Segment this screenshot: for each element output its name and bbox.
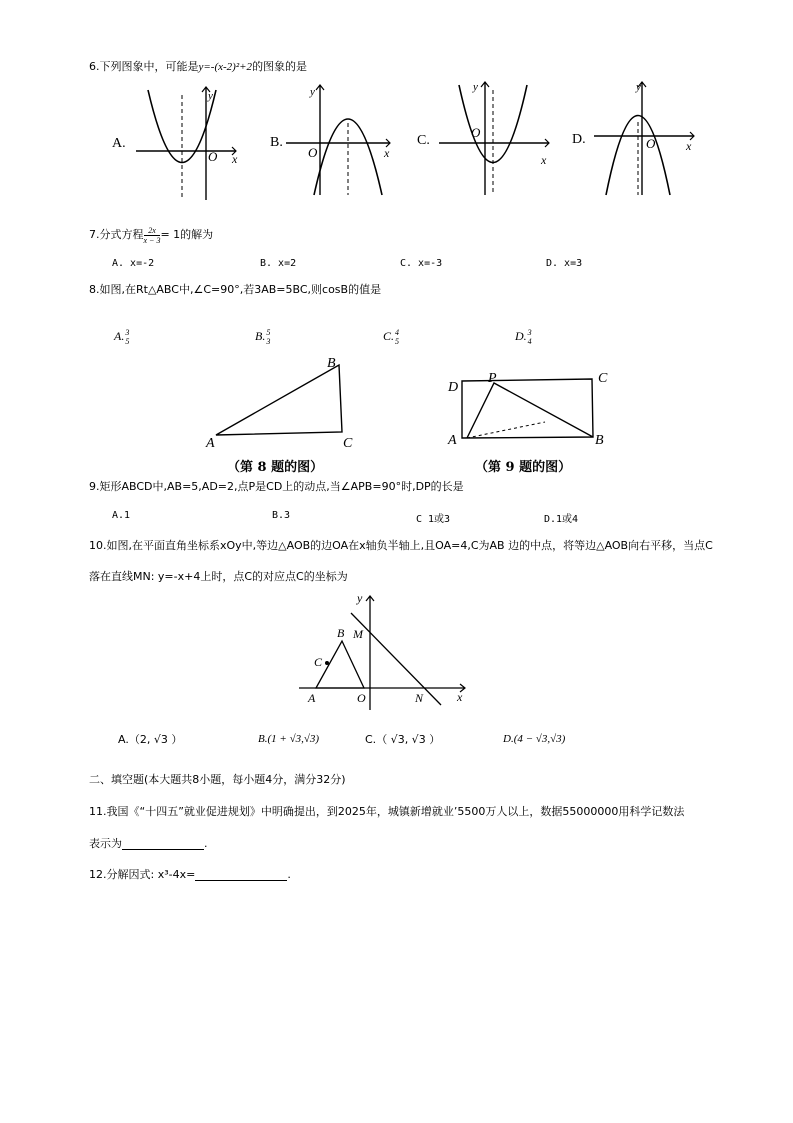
q8-caption: （第 8 题的图） <box>227 460 324 475</box>
q9-option-d: D.1或4 <box>544 514 579 525</box>
svg-text:N: N <box>415 691 424 705</box>
q10-stem-line2: 落在直线MN: y=-x+4上时，点C的对应点C的坐标为 <box>89 570 348 583</box>
svg-text:O: O <box>308 145 318 160</box>
svg-text:B: B <box>327 356 336 371</box>
svg-text:B.: B. <box>270 135 283 150</box>
svg-text:C.: C. <box>417 133 430 148</box>
q9-option-b: B.3 <box>272 510 291 521</box>
svg-text:C: C <box>343 436 353 451</box>
svg-text:A: A <box>308 691 316 705</box>
svg-text:P: P <box>488 371 497 386</box>
q11-line2: 表示为 . <box>89 837 208 850</box>
q9-caption: （第 9 题的图） <box>475 460 572 475</box>
q9-option-a: A.1 <box>112 510 131 521</box>
q6-option-a-label: A. <box>112 136 126 151</box>
q10-stem-line1: 10.如图,在平面直角坐标系xOy中,等边△AOB的边OA在x轴负半轴上,且OA=4,C为AB 边的中点，将等边△AOB向右平移，当点C <box>89 539 713 552</box>
q8-option-d: D. 3 4 <box>515 328 532 347</box>
q12-answer-blank <box>195 868 287 881</box>
svg-text:O: O <box>646 136 656 151</box>
svg-text:x: x <box>384 146 390 160</box>
svg-text:D: D <box>448 380 459 395</box>
q8-option-b: B. 5 3 <box>255 328 271 347</box>
q8-option-a: A. 3 5 <box>114 328 130 347</box>
svg-text:B: B <box>337 626 345 640</box>
q12-stem: 12.分解因式: x³-4x= . <box>89 868 291 881</box>
svg-text:x: x <box>541 153 547 167</box>
q7-option-d: D. x=3 <box>546 258 583 269</box>
q8-stem: 8.如图,在Rt△ABC中,∠C=90°,若3AB=5BC,则cosB的值是 <box>89 283 382 296</box>
svg-text:O: O <box>471 125 481 140</box>
q8-option-c: C. 4 5 <box>383 328 400 347</box>
svg-text:A: A <box>206 436 215 451</box>
svg-text:x: x <box>457 690 463 704</box>
svg-text:x: x <box>232 152 238 166</box>
q6-graph-a <box>108 85 238 205</box>
q9-option-c: C 1或3 <box>416 514 451 525</box>
q10-option-b: B.(1 + √3,√3) <box>258 733 320 745</box>
q6-graph-d <box>570 80 700 200</box>
q7-option-c: C. x=-3 <box>400 258 443 269</box>
svg-text:M: M <box>353 627 363 641</box>
svg-text:y: y <box>208 90 213 102</box>
svg-text:y: y <box>310 86 315 98</box>
svg-text:C: C <box>314 655 323 669</box>
q11-answer-blank <box>122 837 204 850</box>
q6-graph-b <box>268 83 398 203</box>
q6-graph-c <box>415 80 555 200</box>
svg-text:D.: D. <box>572 132 586 147</box>
q7-option-a: A. x=-2 <box>112 258 155 269</box>
q7-option-b: B. x=2 <box>260 258 297 269</box>
svg-text:y: y <box>473 81 478 93</box>
svg-text:O: O <box>357 691 366 705</box>
svg-text:C: C <box>598 371 608 386</box>
q9-figure <box>445 367 625 447</box>
q10-option-a: A.（2, √3 ） <box>118 733 183 746</box>
q8-figure <box>205 355 365 450</box>
q7-stem: 7.分式方程 $\frac{2x}{x - 3}$ = 1的解为 <box>89 225 214 245</box>
svg-text:B: B <box>595 433 604 448</box>
svg-text:x: x <box>686 139 692 153</box>
svg-text:y: y <box>636 81 641 93</box>
svg-text:O: O <box>208 149 218 164</box>
q10-option-d: D.(4 − √3,√3) <box>503 733 566 745</box>
svg-text:A: A <box>448 433 457 448</box>
section-heading: 二、填空题(本大题共8小题，每小题4分，满分32分) <box>89 773 346 786</box>
q10-figure <box>295 592 475 717</box>
q10-option-c: C.（ √3, √3 ） <box>365 733 441 746</box>
q7-fraction: $\frac{2x}{x - 3}$ <box>143 225 161 245</box>
svg-text:y: y <box>357 591 363 605</box>
q9-stem: 9.矩形ABCD中,AB=5,AD=2,点P是CD上的动点,当∠APB=90°时,DP的长是 <box>89 480 464 493</box>
q11-line1: 11.我国《“十四五”就业促进规划》中明确提出，到2025年，城镇新增就业’5500万人以上，数据55000000用科学记数法 <box>89 805 685 818</box>
q6-stem: 6.下列图象中，可能是y=-(x-2)²+2的图象的是 <box>89 60 308 73</box>
